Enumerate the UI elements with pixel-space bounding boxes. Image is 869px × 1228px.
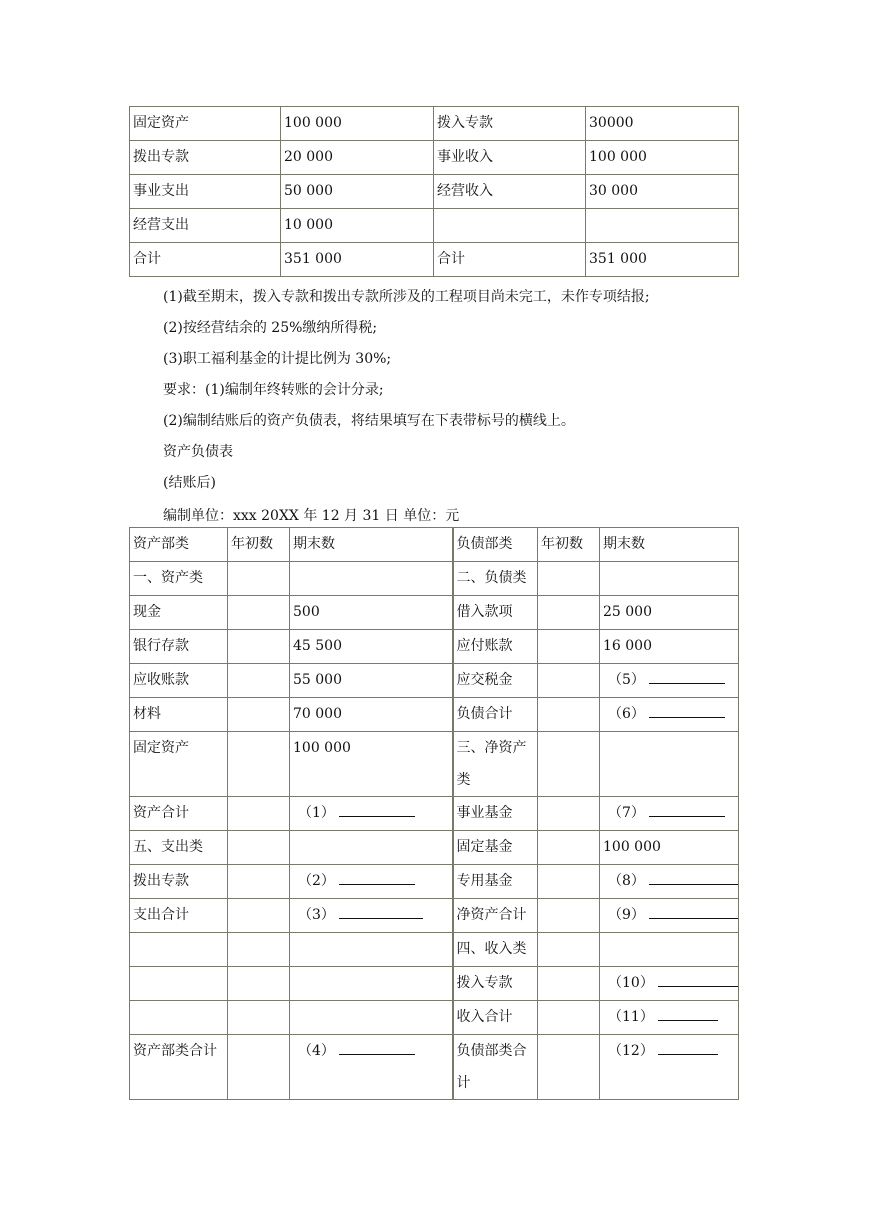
table-cell xyxy=(290,596,453,630)
cell-text: 一、资产类 xyxy=(133,570,203,586)
table-row xyxy=(130,698,739,732)
cell-text: 银行存款 xyxy=(133,638,189,654)
table-cell xyxy=(600,1035,739,1100)
table-cell xyxy=(290,732,453,797)
cell-text: 专用基金 xyxy=(456,873,513,889)
cell-text: 固定基金 xyxy=(456,839,513,855)
table-cell: 100 000 xyxy=(281,107,434,141)
table-cell xyxy=(538,732,600,797)
answer-blank-line xyxy=(649,868,739,885)
cell-text: 期末数 xyxy=(293,536,335,552)
table-cell xyxy=(228,562,290,596)
table-cell xyxy=(600,865,739,899)
table-row xyxy=(130,141,739,175)
table-row xyxy=(130,1001,739,1035)
cell-text: （8） xyxy=(608,873,645,889)
table-cell xyxy=(228,664,290,698)
table-row xyxy=(130,1035,739,1100)
cell-text: 二、负债类 xyxy=(456,570,527,586)
table-cell xyxy=(453,732,538,797)
table-cell xyxy=(130,865,228,899)
table-cell xyxy=(538,1035,600,1100)
cell-text: 五、支出类 xyxy=(133,839,203,855)
table-row xyxy=(130,209,739,243)
table-cell xyxy=(290,630,453,664)
cell-text: 应付账款 xyxy=(456,638,513,654)
table-cell xyxy=(228,630,290,664)
table-cell xyxy=(290,865,453,899)
table-cell xyxy=(453,562,538,596)
cell-text: 净资产合计 xyxy=(456,907,527,923)
cell-text: 事业基金 xyxy=(456,805,513,821)
cell-text: （5） xyxy=(608,672,645,688)
table-cell xyxy=(290,831,453,865)
table-cell xyxy=(453,698,538,732)
cell-text: 资产部类合计 xyxy=(133,1043,217,1059)
table-cell xyxy=(228,596,290,630)
table-cell xyxy=(228,797,290,831)
cell-text: 年初数 xyxy=(541,536,583,552)
cell-text: 现金 xyxy=(133,604,161,620)
table-cell xyxy=(290,528,453,562)
cell-text: 资产合计 xyxy=(133,805,189,821)
table-cell xyxy=(538,698,600,732)
table-row xyxy=(130,596,739,630)
table-cell xyxy=(538,562,600,596)
balance-sheet-table-body xyxy=(130,528,739,1100)
table-cell xyxy=(453,630,538,664)
cell-text: （7） xyxy=(608,805,645,821)
table-cell: 10 000 xyxy=(281,209,434,243)
table-cell xyxy=(290,1035,453,1100)
table-cell xyxy=(600,831,739,865)
cell-text: 500 xyxy=(293,604,320,620)
table-cell xyxy=(130,698,228,732)
cell-text: 年初数 xyxy=(231,536,273,552)
table-cell xyxy=(228,528,290,562)
table-cell xyxy=(434,209,586,243)
answer-blank-line xyxy=(339,902,423,919)
table-cell xyxy=(538,933,600,967)
cell-text: 拨入专款 xyxy=(456,975,513,991)
cell-text: 负债部类 xyxy=(456,536,513,552)
table-cell xyxy=(290,1001,453,1035)
table-row xyxy=(130,107,739,141)
sheet-subtitle: (结账后) xyxy=(163,475,216,491)
table-cell: 经营支出 xyxy=(130,209,281,243)
requirement-1: 要求：(1)编制年终转账的会计分录; xyxy=(163,382,384,398)
table-cell xyxy=(130,562,228,596)
table-cell: 30 000 xyxy=(586,175,739,209)
table-cell xyxy=(290,698,453,732)
table-cell xyxy=(130,596,228,630)
table-cell xyxy=(130,933,228,967)
cell-text: 应收账款 xyxy=(133,672,189,688)
table-cell xyxy=(600,899,739,933)
cell-text: 55 000 xyxy=(293,672,342,688)
table-cell xyxy=(600,528,739,562)
answer-blank-line xyxy=(649,701,725,718)
table-row xyxy=(130,732,739,797)
table-cell: 事业支出 xyxy=(130,175,281,209)
cell-text: 四、收入类 xyxy=(456,941,527,957)
table-row xyxy=(130,664,739,698)
table-row xyxy=(130,797,739,831)
table-cell xyxy=(290,899,453,933)
table-cell xyxy=(290,664,453,698)
table-cell xyxy=(600,630,739,664)
table-cell xyxy=(453,596,538,630)
table-cell xyxy=(130,528,228,562)
cell-text: 负债合计 xyxy=(456,706,513,722)
note-2: (2)按经营结余的 25%缴纳所得税; xyxy=(163,320,378,336)
table-cell xyxy=(228,831,290,865)
table-cell xyxy=(600,732,739,797)
cell-text: 材料 xyxy=(133,706,161,722)
table-cell xyxy=(228,698,290,732)
table-cell xyxy=(600,698,739,732)
cell-text: （3） xyxy=(298,907,335,923)
table-cell: 拨出专款 xyxy=(130,141,281,175)
sheet-unit-line: 编制单位：xxx 20XX 年 12 月 31 日 单位：元 xyxy=(163,508,460,524)
table-cell xyxy=(130,732,228,797)
cell-text: 16 000 xyxy=(603,638,652,654)
table-cell xyxy=(130,630,228,664)
cell-text: 45 500 xyxy=(293,638,342,654)
cell-text: 拨出专款 xyxy=(133,873,189,889)
table-cell: 30000 xyxy=(586,107,739,141)
answer-blank-line xyxy=(649,902,739,919)
cell-text: 收入合计 xyxy=(456,1009,513,1025)
table-cell xyxy=(538,865,600,899)
cell-text: 固定资产 xyxy=(133,740,189,756)
table-cell: 事业收入 xyxy=(434,141,586,175)
table-cell xyxy=(228,967,290,1001)
cell-text: 支出合计 xyxy=(133,907,189,923)
table-cell xyxy=(130,797,228,831)
table-row xyxy=(130,933,739,967)
cell-text: 25 000 xyxy=(603,604,652,620)
sheet-title: 资产负债表 xyxy=(163,444,233,460)
table-cell xyxy=(538,831,600,865)
answer-blank-line xyxy=(658,970,739,987)
table-cell xyxy=(600,596,739,630)
table-cell xyxy=(453,865,538,899)
table-cell xyxy=(130,967,228,1001)
cell-text: 100 000 xyxy=(293,740,351,756)
cell-text: 负债部类合计 xyxy=(456,1043,527,1091)
table-cell xyxy=(538,630,600,664)
table-cell: 20 000 xyxy=(281,141,434,175)
table-row xyxy=(130,175,739,209)
table-cell xyxy=(130,899,228,933)
table-cell xyxy=(600,562,739,596)
answer-blank-line xyxy=(649,800,725,817)
table-cell: 351 000 xyxy=(281,243,434,277)
table-cell: 50 000 xyxy=(281,175,434,209)
table-cell: 合计 xyxy=(434,243,586,277)
cell-text: 期末数 xyxy=(603,536,645,552)
cell-text: 借入款项 xyxy=(456,604,513,620)
table-cell xyxy=(290,562,453,596)
table-cell: 100 000 xyxy=(586,141,739,175)
table-cell xyxy=(228,933,290,967)
table-cell xyxy=(453,831,538,865)
table-cell xyxy=(586,209,739,243)
answer-blank-line xyxy=(658,1038,718,1055)
table-cell xyxy=(538,596,600,630)
table-cell xyxy=(228,1001,290,1035)
answer-blank-line xyxy=(339,1038,415,1055)
table-cell xyxy=(228,732,290,797)
table-row xyxy=(130,562,739,596)
cell-text: （4） xyxy=(298,1043,335,1059)
table-cell xyxy=(290,797,453,831)
table-row xyxy=(130,243,739,277)
table-row xyxy=(130,967,739,1001)
cell-text: 资产部类 xyxy=(133,536,189,552)
table-cell xyxy=(538,1001,600,1035)
table-cell xyxy=(290,967,453,1001)
table-cell xyxy=(228,899,290,933)
answer-blank-line xyxy=(649,667,725,684)
cell-text: （2） xyxy=(298,873,335,889)
table-cell xyxy=(538,797,600,831)
table-cell xyxy=(290,933,453,967)
income-expense-table-body xyxy=(130,107,739,277)
table-row xyxy=(130,899,739,933)
table-cell xyxy=(228,865,290,899)
answer-blank-line xyxy=(658,1004,718,1021)
answer-blank-line xyxy=(339,868,415,885)
cell-text: 三、净资产类 xyxy=(456,740,527,788)
table-row xyxy=(130,865,739,899)
table-cell: 固定资产 xyxy=(130,107,281,141)
table-cell xyxy=(538,664,600,698)
table-cell xyxy=(538,528,600,562)
table-cell xyxy=(453,967,538,1001)
table-cell xyxy=(600,967,739,1001)
table-row xyxy=(130,831,739,865)
cell-text: 100 000 xyxy=(603,839,661,855)
table-row xyxy=(130,630,739,664)
cell-text: （12） xyxy=(608,1043,654,1059)
cell-text: （10） xyxy=(608,975,654,991)
table-cell xyxy=(453,664,538,698)
table-cell xyxy=(130,831,228,865)
table-cell xyxy=(600,933,739,967)
header-row xyxy=(130,528,739,562)
answer-blank-line xyxy=(339,800,415,817)
balance-sheet-table xyxy=(129,527,739,1100)
table-cell: 合计 xyxy=(130,243,281,277)
table-cell xyxy=(130,664,228,698)
table-cell xyxy=(130,1001,228,1035)
table-cell xyxy=(453,1035,538,1100)
table-cell: 拨入专款 xyxy=(434,107,586,141)
cell-text: 70 000 xyxy=(293,706,342,722)
table-cell: 351 000 xyxy=(586,243,739,277)
table-cell xyxy=(453,1001,538,1035)
cell-text: （1） xyxy=(298,805,335,821)
table-cell: 经营收入 xyxy=(434,175,586,209)
table-cell xyxy=(453,899,538,933)
table-cell xyxy=(600,1001,739,1035)
table-cell xyxy=(228,1035,290,1100)
table-cell xyxy=(538,967,600,1001)
table-cell xyxy=(453,933,538,967)
note-3: (3)职工福利基金的计提比例为 30%; xyxy=(163,351,392,367)
table-cell xyxy=(453,528,538,562)
cell-text: （6） xyxy=(608,706,645,722)
requirement-2: (2)编制结账后的资产负债表，将结果填写在下表带标号的横线上。 xyxy=(163,413,575,429)
cell-text: （9） xyxy=(608,907,645,923)
table-cell xyxy=(600,664,739,698)
income-expense-table xyxy=(129,106,739,277)
note-1: (1)截至期末，拨入专款和拨出专款所涉及的工程项目尚未完工，未作专项结报; xyxy=(163,289,650,305)
table-cell xyxy=(453,797,538,831)
cell-text: 应交税金 xyxy=(456,672,513,688)
cell-text: （11） xyxy=(608,1009,654,1025)
table-cell xyxy=(600,797,739,831)
table-cell xyxy=(130,1035,228,1100)
table-cell xyxy=(538,899,600,933)
